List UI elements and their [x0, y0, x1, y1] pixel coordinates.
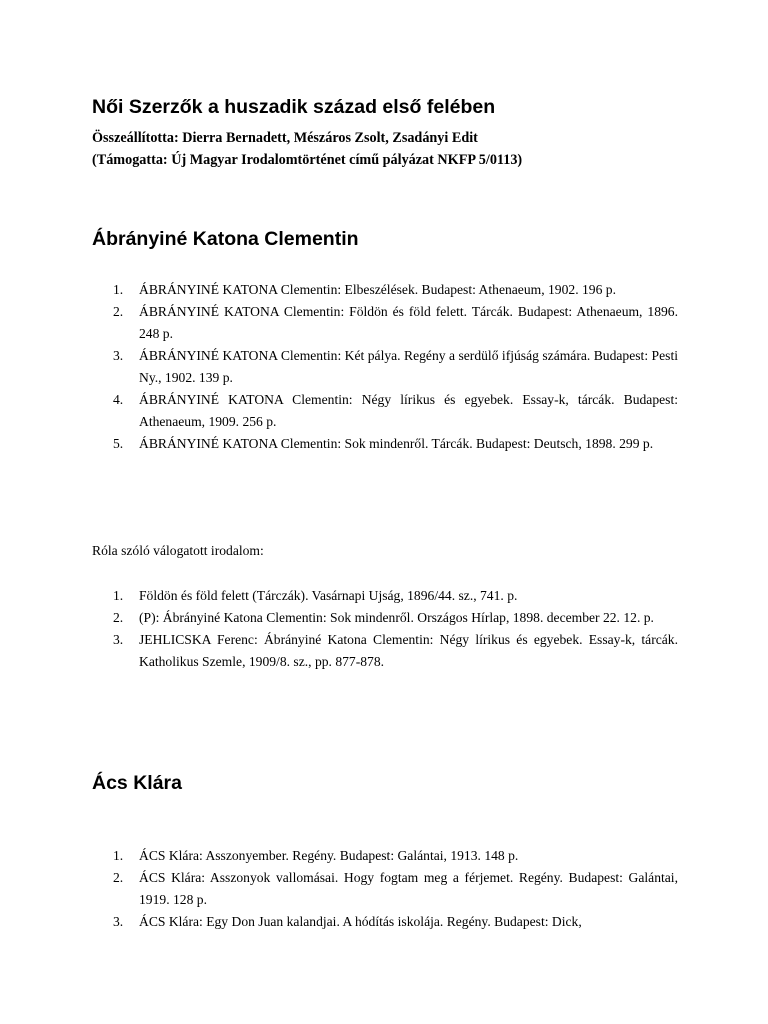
section-heading-acs-klara: Ács Klára [92, 772, 182, 794]
works-list-acs-klara [92, 845, 678, 933]
list-item [92, 389, 678, 433]
item-number: 2. [113, 610, 124, 625]
item-number: 3. [113, 348, 124, 363]
document-title: Női Szerzők a huszadik század első felében [92, 96, 496, 118]
item-text: ÁCS Klára: Asszonyember. Regény. Budapest: Galántai, 1913. 148 p. [139, 848, 519, 863]
item-text: JEHLICSKA Ferenc: Ábrányiné Katona Clementin: Négy lírikus és egyebek. Essay-k, tárcák. Katholikus Szemle, 1909/8. sz., pp. 877-878. [139, 632, 678, 669]
list-item [92, 629, 678, 673]
item-number: 3. [113, 914, 124, 929]
compiled-by-line: Összeállította: Dierra Bernadett, Mészáros Zsolt, Zsadányi Edit [92, 130, 478, 146]
list-item [92, 607, 678, 629]
item-text: ÁBRÁNYINÉ KATONA Clementin: Elbeszélések. Budapest: Athenaeum, 1902. 196 p. [139, 282, 616, 297]
item-text: ÁCS Klára: Asszonyok vallomásai. Hogy fogtam meg a férjemet. Regény. Budapest: Galántai, 1919. 128 p. [139, 870, 678, 907]
item-number: 3. [113, 632, 124, 647]
list-item [92, 301, 678, 345]
list-item [92, 867, 678, 911]
list-item [92, 279, 678, 301]
item-text: ÁBRÁNYINÉ KATONA Clementin: Sok mindenről. Tárcák. Budapest: Deutsch, 1898. 299 p. [139, 436, 654, 451]
list-item [92, 911, 678, 933]
list-item [92, 345, 678, 389]
supported-by-line: (Támogatta: Új Magyar Irodalomtörténet című pályázat NKFP 5/0113) [92, 152, 523, 168]
item-number: 1. [113, 848, 124, 863]
item-number: 1. [113, 282, 124, 297]
item-number: 4. [113, 392, 124, 407]
literature-list-abranyine [92, 585, 678, 673]
list-item [92, 585, 678, 607]
list-item [92, 433, 678, 455]
item-text: ÁBRÁNYINÉ KATONA Clementin: Négy lírikus és egyebek. Essay-k, tárcák. Budapest: Athenaeum, 1909. 256 p. [139, 392, 678, 429]
item-text: ÁBRÁNYINÉ KATONA Clementin: Két pálya. Regény a serdülő ifjúság számára. Budapest: Pesti Ny., 1902. 139 p. [139, 348, 678, 385]
item-text: ÁCS Klára: Egy Don Juan kalandjai. A hódítás iskolája. Regény. Budapest: Dick, [139, 914, 582, 929]
item-number: 2. [113, 870, 124, 885]
item-text: (P): Ábrányiné Katona Clementin: Sok mindenről. Országos Hírlap, 1898. december 22. 12. p. [139, 610, 654, 625]
literature-heading: Róla szóló válogatott irodalom: [92, 543, 264, 558]
item-text: ÁBRÁNYINÉ KATONA Clementin: Földön és föld felett. Tárcák. Budapest: Athenaeum, 1896. 248 p. [139, 304, 678, 341]
works-list-abranyine [92, 279, 678, 455]
item-number: 5. [113, 436, 124, 451]
item-number: 1. [113, 588, 124, 603]
item-text: Földön és föld felett (Tárczák). Vasárnapi Ujság, 1896/44. sz., 741. p. [139, 588, 518, 603]
section-heading-abranyine: Ábrányiné Katona Clementin [92, 228, 359, 250]
item-number: 2. [113, 304, 124, 319]
list-item [92, 845, 678, 867]
